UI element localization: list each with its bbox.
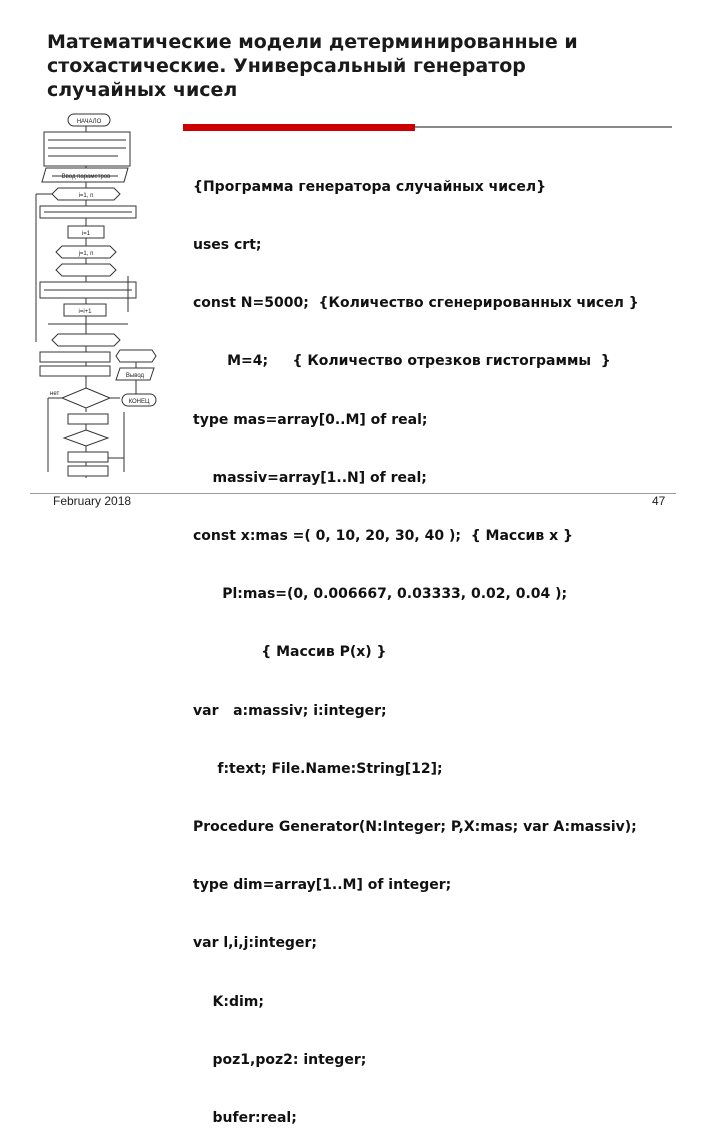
flowchart-branch-label: нет [50, 391, 60, 397]
code-line: uses crt; [193, 237, 262, 254]
slide-title [47, 30, 647, 102]
code-line: { Массив P(x) } [193, 644, 387, 661]
code-line: massiv=array[1..N] of real; [193, 469, 427, 486]
code-line: type mas=array[0..M] of real; [193, 411, 428, 428]
code-line: var a:massiv; i:integer; [193, 702, 387, 719]
flowchart-svg [28, 112, 163, 484]
flowchart-diagram [28, 112, 163, 484]
code-line: bufer:real; [193, 1110, 297, 1127]
flowchart-assign-label: i=1 [81, 231, 91, 237]
code-line: const x:mas =( 0, 10, 20, 30, 40 ); { Массив x } [193, 528, 573, 545]
title-rule-red [183, 124, 415, 131]
flowchart-increment-label: i=i+1 [78, 309, 92, 315]
code-line: M=4; { Количество отрезков гистограммы } [193, 353, 611, 370]
title-line-1: Математические модели детерминированные и [47, 31, 578, 53]
code-line: Procedure Generator(N:Integer; P,X:mas; var A:massiv); [193, 819, 637, 836]
flowchart-input-label: Ввод параметров [61, 174, 111, 180]
code-line: poz1,poz2: integer; [193, 1051, 367, 1068]
flowchart-loop-m [52, 334, 120, 346]
flowchart-start-label: НАЧАЛО [76, 119, 102, 125]
code-line: {Программа генератора случайных чисел} [193, 178, 547, 195]
title-line-3: случайных чисел [47, 79, 238, 101]
flowchart-block-1 [44, 132, 130, 166]
code-line: Pl:mas=(0, 0.006667, 0.03333, 0.02, 0.04 ); [193, 586, 568, 603]
flowchart-loop-j-label: j=1, n [78, 251, 94, 257]
flowchart-decision-1 [62, 388, 110, 408]
flowchart-decision-2 [64, 430, 108, 446]
code-line: K:dim; [193, 993, 264, 1010]
flowchart-loop-i-label: i=1, n [78, 193, 94, 199]
code-listing [193, 139, 713, 1148]
title-rule-gray [410, 126, 672, 128]
code-line: const N=5000; {Количество сгенерированных чисел } [193, 295, 639, 312]
title-line-2: стохастические. Универсальный генератор [47, 55, 526, 77]
footer-date: February 2018 [53, 494, 132, 508]
code-line: type dim=array[1..M] of integer; [193, 877, 452, 894]
code-line: var l,i,j:integer; [193, 935, 317, 952]
flowchart-end-label: КОНЕЦ [128, 399, 150, 405]
page-number: 47 [652, 494, 666, 508]
flowchart-output-label: Вывод [125, 373, 145, 379]
code-line: f:text; File.Name:String[12]; [193, 760, 443, 777]
flowchart-loop-k [56, 264, 116, 276]
